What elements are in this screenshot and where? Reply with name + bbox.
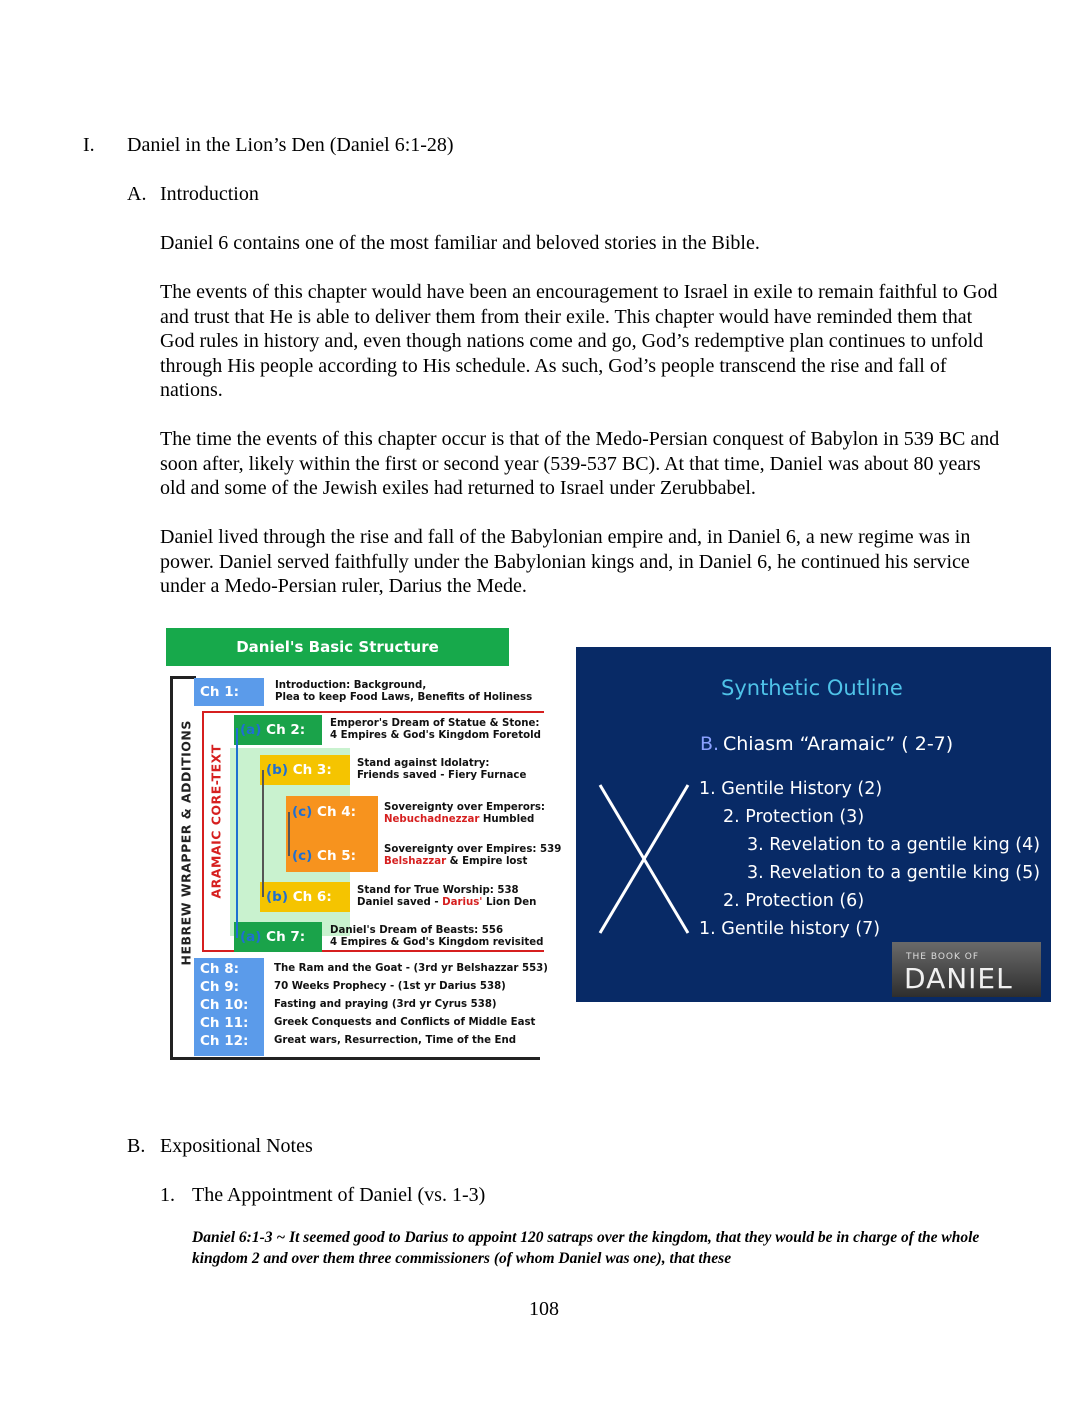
ch7-box bbox=[234, 922, 322, 952]
ch4-box bbox=[286, 797, 378, 827]
ch8-label: Ch 8: bbox=[200, 961, 240, 977]
outer-frame-top bbox=[170, 676, 196, 679]
page-number: 108 bbox=[529, 1298, 559, 1320]
paragraph-2: The events of this chapter would have been an encouragement to Israel in exile to remain faithful to God and trust that He is able to deliver them from their exile. This chapter would have reminded them that God rules in history and, even though nations come and go, God’s redemptive plan continues to unfold through His people according to His schedule. As such, God’s people transcend the rise and fall of nations. bbox=[160, 281, 998, 401]
subsection-b-title: Expositional Notes bbox=[160, 1135, 313, 1157]
bracket-b bbox=[262, 770, 264, 897]
hebrew-wrapper-label: HEBREW WRAPPER & ADDITIONS bbox=[178, 720, 194, 966]
ch4-label: Ch 4: bbox=[317, 804, 357, 820]
section-numeral: I. bbox=[83, 134, 95, 156]
ch8-desc: The Ram and the Goat - (3rd yr Belshazzar 553) bbox=[274, 963, 548, 974]
ch3-desc-1: Stand against Idolatry: bbox=[357, 758, 490, 769]
outer-frame-bottom bbox=[170, 1057, 540, 1060]
logo-big-text: DANIEL bbox=[904, 962, 1013, 995]
slide-heading-letter: B. bbox=[700, 733, 720, 755]
ch1-desc-2: Plea to keep Food Laws, Benefits of Holiness bbox=[275, 692, 533, 703]
ch9-label: Ch 9: bbox=[200, 979, 240, 995]
ch2-label: Ch 2: bbox=[266, 722, 306, 738]
subsection-a-title: Introduction bbox=[160, 183, 259, 205]
bracket-c bbox=[288, 812, 290, 856]
ch7-tag: (a) bbox=[240, 929, 262, 945]
paragraph-1: Daniel 6 contains one of the most familiar and beloved stories in the Bible. bbox=[160, 232, 760, 254]
bracket-a bbox=[236, 728, 238, 938]
slide-item-5: 2. Protection (6) bbox=[723, 891, 865, 911]
ch11-label: Ch 11: bbox=[200, 1015, 249, 1031]
logo-small-text: THE BOOK OF bbox=[906, 952, 980, 962]
slide-item-6: 1. Gentile history (7) bbox=[699, 919, 881, 939]
ch3-box bbox=[260, 755, 350, 785]
ch1-label: Ch 1: bbox=[200, 684, 240, 700]
ch3-label: Ch 3: bbox=[292, 762, 332, 778]
ch12-desc: Great wars, Resurrection, Time of the End bbox=[274, 1035, 517, 1046]
ch1-desc-1: Introduction: Background, bbox=[275, 680, 427, 691]
ch11-desc: Greek Conquests and Conflicts of Middle East bbox=[274, 1017, 536, 1028]
paragraph-4: Daniel lived through the rise and fall of the Babylonian empire and, in Daniel 6, a new regime was in power. Daniel served faithfully under the Babylonian kings and, in Daniel 6, he continued his service under a Medo-Persian ruler, Darius the Mede. bbox=[160, 526, 971, 597]
slide-title: Synthetic Outline bbox=[721, 676, 903, 700]
ch6-tag: (b) bbox=[266, 889, 289, 905]
ch2-desc-1: Emperor's Dream of Statue & Stone: bbox=[330, 718, 540, 729]
ch6-desc-2: Daniel saved - Darius' Lion Den bbox=[357, 897, 537, 908]
slide-item-3: 3. Revelation to a gentile king (4) bbox=[747, 835, 1041, 855]
ch12-label: Ch 12: bbox=[200, 1033, 249, 1049]
ch7-label: Ch 7: bbox=[266, 929, 306, 945]
ch7-desc-2: 4 Empires & God's Kingdom revisited bbox=[330, 937, 544, 948]
point-1-label: 1. bbox=[160, 1184, 175, 1206]
ch3-tag: (b) bbox=[266, 762, 289, 778]
ch6-label: Ch 6: bbox=[292, 889, 332, 905]
slide-item-4: 3. Revelation to a gentile king (5) bbox=[747, 863, 1041, 883]
ch6-box bbox=[260, 882, 350, 912]
ch6-desc-1: Stand for True Worship: 538 bbox=[357, 885, 519, 896]
ch10-label: Ch 10: bbox=[200, 997, 249, 1013]
chiasm-x-icon bbox=[596, 779, 696, 939]
slide-item-2: 2. Protection (3) bbox=[723, 807, 865, 827]
ch5-label: Ch 5: bbox=[317, 848, 357, 864]
point-1-title: The Appointment of Daniel (vs. 1-3) bbox=[192, 1184, 486, 1206]
ch10-desc: Fasting and praying (3rd yr Cyrus 538) bbox=[274, 999, 497, 1010]
slide-item-1: 1. Gentile History (2) bbox=[699, 779, 883, 799]
ch2-box bbox=[234, 715, 322, 745]
ch5-box bbox=[286, 841, 378, 871]
ch2-desc-2: 4 Empires & God's Kingdom Foretold bbox=[330, 730, 541, 741]
scripture-quote: Daniel 6:1-3 ~ It seemed good to Darius to appoint 120 satraps over the kingdom, that they would be in charge of the whole kingdom 2 and over them three commissioners (of whom Daniel was one), that these bbox=[192, 1229, 980, 1267]
ch5-desc-2: Belshazzar & Empire lost bbox=[384, 856, 528, 867]
ch5-tag: (c) bbox=[292, 848, 313, 864]
aramaic-core-label: ARAMAIC CORE-TEXT bbox=[208, 744, 224, 899]
ch5-desc-1: Sovereignty over Empires: 539 bbox=[384, 844, 562, 855]
ch4-tag: (c) bbox=[292, 804, 313, 820]
subsection-a-label: A. bbox=[127, 183, 147, 205]
ch7-desc-1: Daniel's Dream of Beasts: 556 bbox=[330, 925, 504, 936]
ch4-desc-1: Sovereignty over Emperors: bbox=[384, 802, 545, 813]
ch9-desc: 70 Weeks Prophecy - (1st yr Darius 538) bbox=[274, 981, 506, 992]
ch3-desc-2: Friends saved - Fiery Furnace bbox=[357, 770, 527, 781]
ch2-tag: (a) bbox=[240, 722, 262, 738]
synthetic-outline-slide bbox=[576, 647, 1051, 1002]
diagram-title: Daniel's Basic Structure bbox=[166, 628, 509, 666]
subsection-b-label: B. bbox=[127, 1135, 146, 1157]
book-of-daniel-logo bbox=[892, 942, 1041, 997]
section-title: Daniel in the Lion’s Den (Daniel 6:1-28) bbox=[127, 134, 454, 156]
slide-heading: Chiasm “Aramaic” ( 2-7) bbox=[723, 733, 954, 755]
paragraph-3: The time the events of this chapter occur is that of the Medo-Persian conquest of Babylon in 539 BC and soon after, likely within the first or second year (539-537 BC). At that time, Daniel was about 80 years old and some of the Jewish exiles had returned to Israel under Zerubbabel. bbox=[160, 428, 1000, 499]
ch4-desc-2: Nebuchadnezzar Humbled bbox=[384, 814, 535, 825]
outer-frame-left bbox=[170, 676, 173, 1060]
